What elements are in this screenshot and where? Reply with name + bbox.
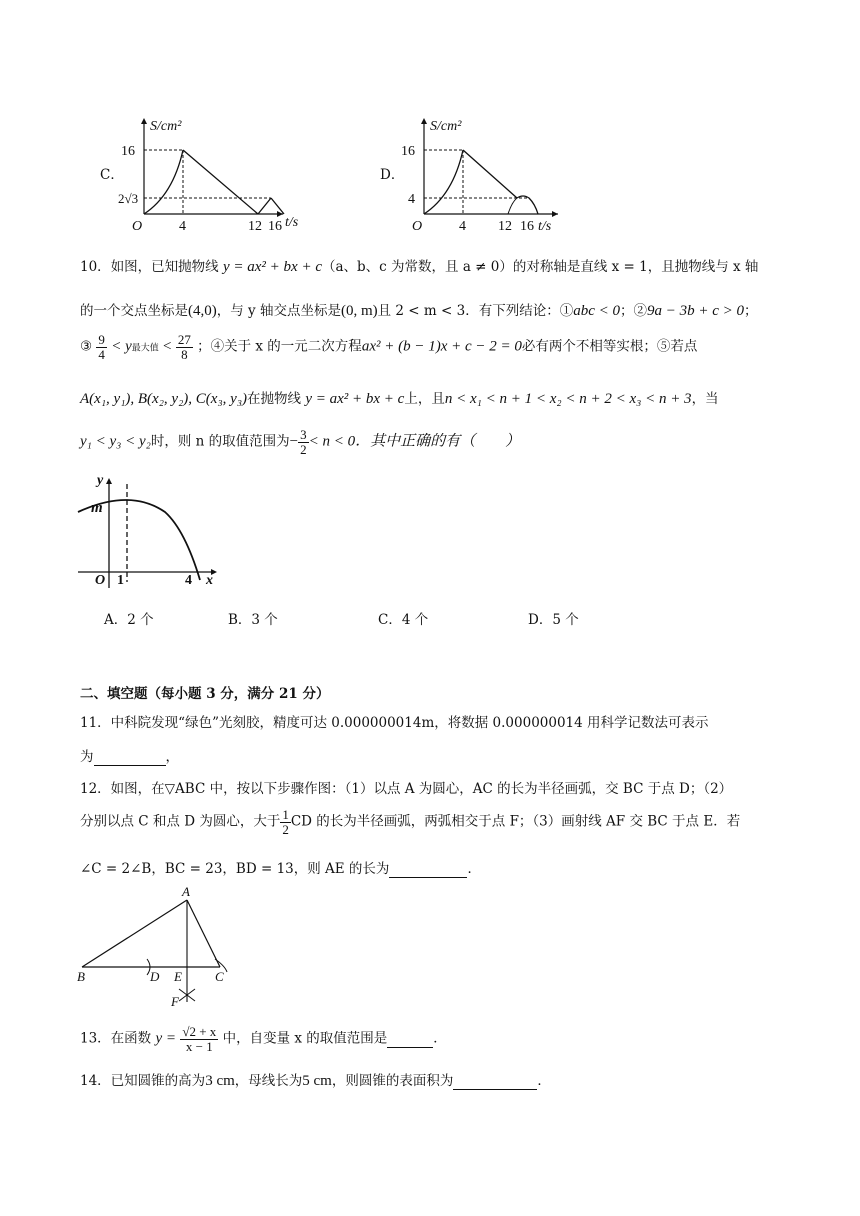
frac-den: x − 1: [185, 1038, 213, 1054]
c-xtick-o: O: [132, 219, 143, 234]
q10-text: ，与 y 轴交点坐标是: [216, 303, 341, 319]
frac-num: 27: [177, 332, 191, 347]
q13-y: y =: [155, 1030, 177, 1047]
q10-equation: ax² + (b − 1)x + c − 2 = 0: [361, 338, 522, 355]
q10-inequality: n < x₁ < n + 1 < x₂ < n + 2 < x₃ < n + 3: [444, 391, 692, 407]
q14-text: ．: [537, 1073, 551, 1089]
q12-triangle-figure: [75, 882, 245, 1010]
q10-point: (4,0): [188, 303, 217, 319]
fig-label-b: B: [77, 969, 85, 984]
fraction: [298, 428, 309, 456]
q10-points: A(x₁, y₁), B(x₂, y₂), C(x₃, y₃): [80, 391, 248, 407]
graph-four: 4: [185, 573, 192, 588]
option-d-label: D．: [380, 167, 405, 183]
q12-line2: [80, 808, 740, 836]
q10-conclusion: abc < 0: [573, 303, 620, 319]
q14-slant: 5 cm: [302, 1073, 332, 1089]
q10-text: < n < 0．其中正确的有（ ）: [308, 433, 521, 450]
q12-line1: 12．如图，在▽ABC 中，按以下步骤作图：（1）以点 A 为圆心，AC 的长为半径画弧，交 BC 于点 D；（2）: [80, 781, 733, 797]
d-xtick-4: 4: [459, 219, 466, 234]
q10-text: ；②: [619, 303, 647, 319]
fraction: [96, 333, 107, 361]
q10-parabola-eq: y = ax² + bx + c: [222, 259, 322, 275]
c-xlabel-wrap: [285, 210, 315, 232]
fig-label-f: F: [171, 994, 179, 1009]
q11-text: ，: [165, 749, 179, 765]
option-d-graph: [398, 110, 568, 235]
fig-label-e: E: [174, 969, 182, 984]
q10-text: 如图，已知抛物线: [110, 259, 219, 275]
q10-ymax: < y: [111, 338, 132, 355]
c-xtick-4: 4: [179, 219, 186, 234]
frac-den: 8: [181, 346, 188, 362]
q12-text: ．: [467, 861, 481, 877]
q10-text: ；④关于 x 的一元二次方程: [197, 338, 362, 355]
graph-ylabel: y: [97, 473, 104, 488]
q13-line: [80, 1025, 447, 1053]
q10-text: （a、b、c 为常数，且 a ≠ 0）的对称轴是直线 x = 1，且抛物线与 x 轴: [321, 259, 759, 275]
frac-num: 9: [98, 332, 105, 347]
d-ytick-16: 16: [401, 144, 415, 159]
frac-den: 4: [98, 346, 105, 362]
q10-text: ③: [80, 338, 93, 355]
c-xlabel: t/s: [285, 215, 299, 230]
q14-text: ，母线长为: [234, 1073, 303, 1089]
choice-d[interactable]: D．5 个: [528, 612, 579, 628]
q10-text: ；: [744, 303, 758, 319]
frac-den: 2: [300, 441, 307, 457]
q11-answer-blank[interactable]: [94, 749, 166, 766]
q12-text: ∠C = 2∠B，BC = 23，BD = 13，则 AE 的长为: [80, 861, 390, 877]
frac-den: 2: [282, 821, 289, 837]
option-c-label: C．: [100, 167, 124, 183]
d-xtick-12: 12: [498, 219, 512, 234]
q10-text: 且 2 < m < 3．有下列结论：①: [377, 303, 574, 319]
q11-line1: 11．中科院发现“绿色”光刻胶，精度可达 0.000000014m，将数据 0.000000014 用科学记数法可表示: [80, 715, 709, 731]
q10-text: ，当: [691, 391, 719, 407]
graph-one: 1: [117, 573, 124, 588]
frac-num: 1: [282, 807, 289, 822]
q13-text: 中，自变量 x 的取值范围是: [222, 1030, 388, 1047]
q10-text: 上，且: [404, 391, 445, 407]
q10-text: 在抛物线: [247, 391, 302, 407]
frac-num: √2 + x: [182, 1024, 217, 1039]
d-xtick-o: O: [412, 219, 423, 234]
q14-line: [80, 1069, 551, 1090]
q11-line2: [80, 745, 179, 766]
q14-answer-blank[interactable]: [453, 1073, 537, 1090]
graph-m: m: [91, 500, 103, 516]
q10-number: 10．: [80, 259, 111, 275]
option-c-graph: [118, 110, 288, 235]
fig-label-c: C: [215, 969, 224, 984]
frac-num: 3: [300, 427, 307, 442]
q10-line4: [80, 387, 719, 408]
c-xtick-12: 12: [248, 219, 262, 234]
d-xtick-16: 16: [520, 219, 534, 234]
q10-line5: [80, 428, 520, 456]
q11-text: 为: [80, 749, 94, 765]
q10-condition: y₁ < y₃ < y₂: [80, 433, 151, 450]
q14-text: 14．已知圆锥的高为: [80, 1073, 206, 1089]
section-heading: 二、填空题（每小题 3 分，满分 21 分）: [80, 686, 330, 702]
q10-text: 时，则 n 的取值范围为: [150, 433, 290, 450]
d-xlabel: t/s: [538, 219, 552, 234]
c-ylabel: S/cm²: [150, 119, 182, 134]
q12-text: CD 的长为半径画弧，两弧相交于点 F；（3）画射线 AF 交 BC 于点 E．若: [290, 813, 741, 830]
q10-parabola-graph: [75, 470, 225, 590]
q10-text: 的一个交点坐标是: [80, 303, 188, 319]
c-xtick-16: 16: [268, 219, 282, 234]
choice-b[interactable]: B．3 个: [228, 612, 278, 628]
q13-text: ．: [433, 1030, 447, 1047]
c-ytick-2root3: 2√3: [118, 191, 139, 206]
q13-answer-blank[interactable]: [387, 1031, 433, 1048]
choice-a[interactable]: A．2 个: [104, 612, 154, 628]
d-ytick-4: 4: [408, 192, 415, 207]
q12-line3: [80, 857, 481, 878]
q10-ymax-sub: 最大值: [131, 343, 159, 354]
fraction: [280, 808, 291, 836]
q10-line2: [80, 299, 758, 320]
q12-answer-blank[interactable]: [389, 861, 467, 878]
graph-origin: O: [95, 573, 106, 588]
q10-text: 必有两个不相等实根；⑤若点: [521, 338, 698, 355]
fraction: [176, 333, 193, 361]
graph-xlabel: x: [206, 573, 213, 588]
fraction: [180, 1025, 218, 1053]
q10-line1: [80, 255, 758, 276]
c-ytick-16: 16: [121, 144, 135, 159]
q14-text: ，则圆锥的表面积为: [331, 1073, 454, 1089]
q10-minus: −: [289, 433, 299, 450]
fig-label-d: D: [150, 969, 160, 984]
choice-c[interactable]: C．4 个: [378, 612, 429, 628]
q10-conclusion: 9a − 3b + c > 0: [646, 303, 745, 319]
q10-point: (0, m): [340, 303, 378, 319]
q10-line3: [80, 333, 697, 361]
q14-height: 3 cm: [205, 1073, 235, 1089]
q12-text: 分别以点 C 和点 D 为圆心，大于: [80, 813, 281, 830]
q10-parabola-eq: y = ax² + bx + c: [305, 391, 405, 407]
q13-text: 13．在函数: [80, 1030, 152, 1047]
d-ylabel: S/cm²: [430, 119, 462, 134]
q10-lt: <: [163, 338, 172, 355]
fig-label-a: A: [182, 884, 190, 899]
